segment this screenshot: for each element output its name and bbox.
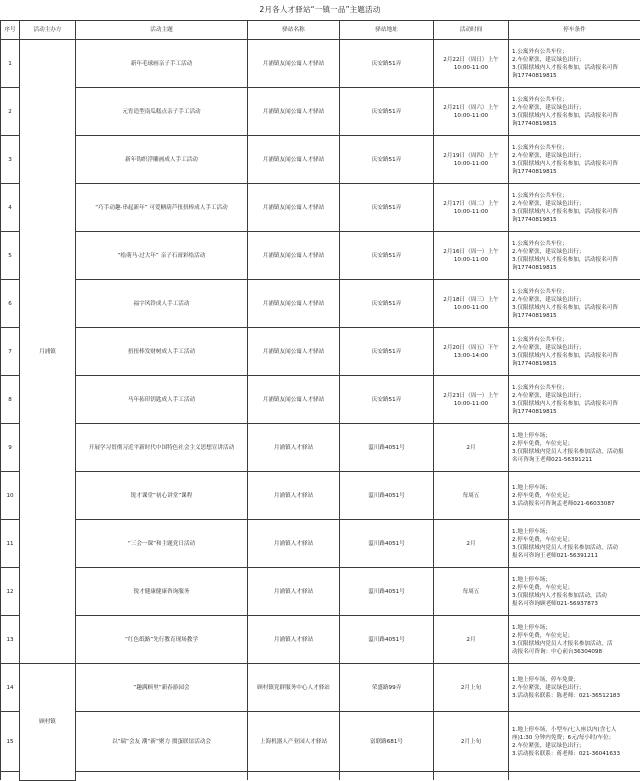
condition-line: 3.仅限辖域内人才报名参加，活动报名可咨 <box>512 64 638 72</box>
condition-line: 3.仅限辖域内人才报名参加，活动报名可咨 <box>512 352 638 360</box>
parking-conditions <box>509 472 640 520</box>
station-address: 富联路681号 <box>340 712 434 772</box>
activity-time <box>434 520 509 568</box>
activity-theme: “绘萌马·过大年” 亲子石膏彩绘活动 <box>76 232 248 280</box>
condition-line: 询17740819815 <box>512 120 638 128</box>
parking-conditions <box>509 376 640 424</box>
row-number: 7 <box>1 328 20 376</box>
station-address: 荣盛路99弄 <box>340 664 434 712</box>
condition-line: 询17740819815 <box>512 264 638 272</box>
station-name: 月浦镇友闻公寓人才驿站 <box>248 280 340 328</box>
condition-line: 2.停车免费，车位充足； <box>512 632 638 640</box>
activity-time <box>434 616 509 664</box>
row-number: 1 <box>1 40 20 88</box>
row-number: 9 <box>1 424 20 472</box>
condition-line: 3.仅限辖域内人才报名参加，活动报名可咨 <box>512 400 638 408</box>
row-number: 13 <box>1 616 20 664</box>
activity-theme: “三会一课”和主题党日活动 <box>76 520 248 568</box>
station-name: 月浦镇友闻公寓人才驿站 <box>248 40 340 88</box>
condition-line: 3.活动报名联系：陈老师：021-36512183 <box>512 692 638 700</box>
parking-conditions <box>509 520 640 568</box>
condition-line: 2.车位紧张，建议绿色出行； <box>512 56 638 64</box>
condition-line: 1.地上停车场，停车免费； <box>512 676 638 684</box>
station-address: 蕰川路4051号 <box>340 472 434 520</box>
table-header-row <box>1 21 640 40</box>
time-line: 10:00-11:00 <box>436 304 506 312</box>
table-row <box>1 88 640 136</box>
condition-line: 询17740819815 <box>512 408 638 416</box>
condition-line: 1.公寓外有公共车位； <box>512 192 638 200</box>
activity-theme: “巧手动趣·串起新年” 可爱糖葫芦扭扭棒成人手工活动 <box>76 184 248 232</box>
station-name: 月浦镇人才驿站 <box>248 568 340 616</box>
condition-line: 1.公寓外有公共车位； <box>512 96 638 104</box>
time-line: 2月20日（周五）下午 <box>436 344 506 352</box>
condition-line: 询17740819815 <box>512 72 638 80</box>
parking-conditions <box>509 424 640 472</box>
time-line: 2月18日（周三）上午 <box>436 296 506 304</box>
table-row <box>1 280 640 328</box>
station-name: 月浦镇友闻公寓人才驿站 <box>248 376 340 424</box>
document-title: 2月各人才驿站“一镇一品”主题活动 <box>0 0 640 20</box>
station-name: 月浦镇友闻公寓人才驿站 <box>248 136 340 184</box>
condition-line: 询17740819815 <box>512 360 638 368</box>
station-address: 蕰川路4051号 <box>340 616 434 664</box>
host-cell: 月浦镇 <box>20 40 76 664</box>
parking-conditions <box>509 184 640 232</box>
condition-line: 3.活动报名联系：蒋老师：021-36041633 <box>512 750 638 758</box>
activity-time <box>434 184 509 232</box>
condition-line: 询17740819815 <box>512 216 638 224</box>
row-number: 10 <box>1 472 20 520</box>
condition-line: 1.地上停车场； <box>512 624 638 632</box>
station-name: 月浦镇人才驿站 <box>248 424 340 472</box>
condition-line: 2.车位紧张，建议绿色出行； <box>512 200 638 208</box>
condition-line: 2.停车免费，车位充足； <box>512 584 638 592</box>
activity-time <box>434 568 509 616</box>
condition-line: 3.仅限辖域内党员人才报名参加活动，活动报 <box>512 448 638 456</box>
station-address: 庆安路51弄 <box>340 136 434 184</box>
activity-theme: 扭扭棒发财树成人手工活动 <box>76 328 248 376</box>
station-name: 上海机器人产业园人才驿站 <box>248 712 340 772</box>
table-row <box>1 568 640 616</box>
condition-line: 2.车位紧张，建议绿色出行； <box>512 248 638 256</box>
condition-line: 询17740819815 <box>512 312 638 320</box>
station-address: 庆安路51弄 <box>340 88 434 136</box>
activity-time <box>434 712 509 772</box>
condition-line: 1.公寓外有公共车位； <box>512 240 638 248</box>
condition-line: 2.停车免费，车位充足； <box>512 492 638 500</box>
station-name: 月浦镇人才驿站 <box>248 616 340 664</box>
activity-theme: 新年毛球画亲子手工活动 <box>76 40 248 88</box>
condition-line: 动报名可咨询：中心前台36304098 <box>512 648 638 656</box>
header-time: 活动时间 <box>434 21 509 40</box>
activity-time <box>434 328 509 376</box>
station-name: 月浦镇人才驿站 <box>248 472 340 520</box>
activity-time <box>434 472 509 520</box>
time-line: 2月 <box>436 540 506 548</box>
table-row <box>1 664 640 712</box>
activity-theme: 以“瑞”会友 潮“新”聚力 掼蛋联谊活动会 <box>76 712 248 772</box>
parking-conditions <box>509 88 640 136</box>
station-name: 月浦镇友闻公寓人才驿站 <box>248 184 340 232</box>
station-address: 庆安路51弄 <box>340 376 434 424</box>
table-row <box>1 184 640 232</box>
parking-conditions <box>509 40 640 88</box>
time-line: 10:00-11:00 <box>436 208 506 216</box>
row-number: 15 <box>1 712 20 772</box>
activity-time <box>434 280 509 328</box>
condition-line: 座)1:30 分钟内免费；6元/每小时/车位； <box>512 734 638 742</box>
table-row <box>1 232 640 280</box>
time-line: 2月23日（周一）上午 <box>436 392 506 400</box>
time-line: 2月上旬 <box>436 738 506 746</box>
time-line: 10:00-11:00 <box>436 64 506 72</box>
header-parking: 停车条件 <box>509 21 640 40</box>
condition-line: 2.停车免费，车位充足； <box>512 536 638 544</box>
condition-line: 1.公寓外有公共车位； <box>512 336 638 344</box>
row-number: 3 <box>1 136 20 184</box>
parking-conditions <box>509 712 640 772</box>
activity-theme: 新年钩织浮雕画成人手工活动 <box>76 136 248 184</box>
condition-line: 3.活动报名可咨询孟老师021-66033087 <box>512 500 638 508</box>
condition-line: 2.停车免费，车位充足； <box>512 440 638 448</box>
parking-conditions <box>509 328 640 376</box>
activity-theme: 马年拓印钥匙成人手工活动 <box>76 376 248 424</box>
station-name: 顾村镇党群服务中心人才驿站 <box>248 664 340 712</box>
table-row <box>1 136 640 184</box>
condition-line: 询17740819815 <box>512 168 638 176</box>
activity-theme: 元宵造型南瓜糕点亲子手工活动 <box>76 88 248 136</box>
activity-time <box>434 40 509 88</box>
table-row <box>1 712 640 772</box>
condition-line: 2.车位紧张，建议绿色出行； <box>512 742 638 750</box>
table-row <box>1 520 640 568</box>
parking-conditions <box>509 136 640 184</box>
condition-line: 1.地上停车场，小型车/七人座以内(含七人 <box>512 726 638 734</box>
condition-line: 3.仅限辖域内党员人才报名参加活动，活 <box>512 640 638 648</box>
station-address: 蕰川路4051号 <box>340 520 434 568</box>
row-number: 5 <box>1 232 20 280</box>
station-address: 庆安路51弄 <box>340 40 434 88</box>
time-line: 10:00-11:00 <box>436 256 506 264</box>
host-cell: 顾村镇 <box>20 664 76 781</box>
table-row <box>1 472 640 520</box>
time-line: 2月17日（周二）上午 <box>436 200 506 208</box>
station-name: 月浦镇人才驿站 <box>248 520 340 568</box>
station-address: 庆安路51弄 <box>340 232 434 280</box>
header-host: 活动主办方 <box>20 21 76 40</box>
parking-conditions <box>509 280 640 328</box>
time-line: 2月 <box>436 444 506 452</box>
condition-line: 名可咨询王老师021-56391211 <box>512 456 638 464</box>
time-line: 每周五 <box>436 492 506 500</box>
row-number: 14 <box>1 664 20 712</box>
row-number: 8 <box>1 376 20 424</box>
parking-conditions <box>509 568 640 616</box>
station-name: 月浦镇友闻公寓人才驿站 <box>248 232 340 280</box>
station-address: 蕰川路4051号 <box>340 568 434 616</box>
condition-line: 1.地上停车场； <box>512 432 638 440</box>
station-name: 月浦镇友闻公寓人才驿站 <box>248 328 340 376</box>
table-row <box>1 376 640 424</box>
station-address: 庆安路51弄 <box>340 280 434 328</box>
time-line: 10:00-11:00 <box>436 112 506 120</box>
parking-conditions <box>509 232 640 280</box>
activity-theme: 锐才健康健康咨询服务 <box>76 568 248 616</box>
condition-line: 1.公寓外有公共车位； <box>512 384 638 392</box>
activity-theme: 锐才课堂“初心讲堂”课程 <box>76 472 248 520</box>
station-address: 蕰川路4051号 <box>340 424 434 472</box>
condition-line: 1.地上停车场； <box>512 576 638 584</box>
header-theme: 活动主题 <box>76 21 248 40</box>
row-number: 12 <box>1 568 20 616</box>
time-line: 2月16日（周一）上午 <box>436 248 506 256</box>
time-line: 2月21日（周六）上午 <box>436 104 506 112</box>
activity-time <box>434 136 509 184</box>
time-line: 2月19日（周四）上午 <box>436 152 506 160</box>
time-line: 2月 <box>436 636 506 644</box>
table-row <box>1 424 640 472</box>
time-line: 10:00-11:00 <box>436 160 506 168</box>
activity-theme: “红色纸路”先行教育现场教学 <box>76 616 248 664</box>
time-line: 2月22日（周日）上午 <box>436 56 506 64</box>
condition-line: 2.车位紧张，建议绿色出行； <box>512 392 638 400</box>
condition-line: 3.仅限辖域内人才报名参加，活动报名可咨 <box>512 112 638 120</box>
activity-time <box>434 88 509 136</box>
header-station: 驿站名称 <box>248 21 340 40</box>
condition-line: 报名可咨询王老师021-56391211 <box>512 552 638 560</box>
parking-conditions <box>509 616 640 664</box>
time-line: 每周五 <box>436 588 506 596</box>
condition-line: 3.仅限辖域内人才报名参加，活动报名可咨 <box>512 256 638 264</box>
condition-line: 2.车位紧张，建议绿色出行； <box>512 104 638 112</box>
row-number: 4 <box>1 184 20 232</box>
parking-conditions <box>509 664 640 712</box>
station-name: 月浦镇友闻公寓人才驿站 <box>248 88 340 136</box>
activity-table <box>0 20 640 781</box>
time-line: 10:00-11:00 <box>436 400 506 408</box>
row-number: 2 <box>1 88 20 136</box>
time-line: 13:00-14:00 <box>436 352 506 360</box>
condition-line: 1.公寓外有公共车位； <box>512 288 638 296</box>
condition-line: 2.车位紧张，建议绿色出行； <box>512 296 638 304</box>
header-address: 驿站地址 <box>340 21 434 40</box>
row-number: 6 <box>1 280 20 328</box>
table-row <box>1 616 640 664</box>
time-line: 2月上旬 <box>436 684 506 692</box>
activity-time <box>434 376 509 424</box>
condition-line: 报名可咨询顾老师021-56937873 <box>512 600 638 608</box>
condition-line: 2.车位紧张，建议绿色出行； <box>512 152 638 160</box>
activity-time <box>434 424 509 472</box>
station-address: 庆安路51弄 <box>340 328 434 376</box>
condition-line: 2.车位紧张，建议绿色出行； <box>512 344 638 352</box>
activity-time <box>434 664 509 712</box>
condition-line: 3.仅限辖域内人才报名参加，活动报名可咨 <box>512 208 638 216</box>
condition-line: 2.车位紧张，建议绿色出行； <box>512 684 638 692</box>
condition-line: 3.仅限辖域内党员人才报名参加活动，活动 <box>512 544 638 552</box>
header-no: 序号 <box>1 21 20 40</box>
condition-line: 1.地上停车场； <box>512 528 638 536</box>
station-address: 庆安路51弄 <box>340 184 434 232</box>
activity-theme: 开展学习贯彻习近平新时代中国特色社会主义思想宣讲活动 <box>76 424 248 472</box>
condition-line: 1.地上停车场； <box>512 484 638 492</box>
condition-line: 3.仅限辖域内人才报名参加活动，活动 <box>512 592 638 600</box>
condition-line: 1.公寓外有公共车位； <box>512 144 638 152</box>
activity-time <box>434 232 509 280</box>
activity-theme: 福字风铃成人手工活动 <box>76 280 248 328</box>
condition-line: 3.仅限辖域内人才报名参加，活动报名可咨 <box>512 160 638 168</box>
condition-line: 1.公寓外有公共车位； <box>512 48 638 56</box>
activity-theme: “趣满顾里”新春游园会 <box>76 664 248 712</box>
condition-line: 3.仅限辖域内人才报名参加，活动报名可咨 <box>512 304 638 312</box>
table-row <box>1 40 640 88</box>
table-row <box>1 328 640 376</box>
row-number: 11 <box>1 520 20 568</box>
